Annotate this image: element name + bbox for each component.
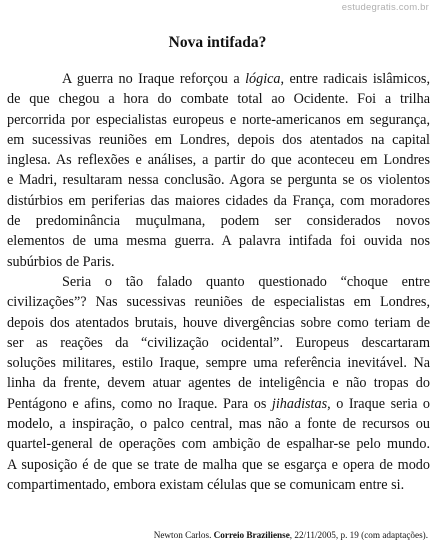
paragraph-1-line [7, 130, 430, 150]
italic-text: lógica [245, 71, 281, 87]
text-segment: subúrbios de Paris. [7, 253, 115, 270]
text-segment: percorrida por especialistas europeus e norte-americanos em segurança, [7, 111, 430, 128]
paragraph-1-line [7, 69, 430, 89]
article-body [7, 69, 430, 495]
text-segment: compartimentado, embora existam células que se comunicam entre si. [7, 476, 405, 493]
paragraph-2-line [7, 272, 430, 292]
paragraph-2-line [7, 434, 430, 454]
text-segment: , o Iraque seria o [327, 395, 430, 412]
italic-text: jihadistas [271, 395, 328, 412]
paragraph-1-line [7, 191, 430, 211]
text-segment: Pentágono e afins, como no Iraque. Para os [7, 395, 272, 412]
article-title: Nova intifada? [168, 34, 267, 51]
text-segment: A guerra no Iraque reforçou a [62, 71, 246, 87]
citation-details: , 22/11/2005, p. 19 (com adaptações). [289, 530, 428, 540]
paragraph-1-line [7, 150, 430, 170]
paragraph-2-line [7, 313, 430, 333]
paragraph-1-line [7, 89, 430, 109]
paragraph-2-line [7, 475, 430, 495]
paragraph-1-line [7, 252, 430, 272]
watermark: estudegratis.com.br [341, 2, 429, 13]
text-segment: depois dos atentados brutais, houve divergências sobre como teriam de [7, 314, 430, 331]
paragraph-2-line [7, 353, 430, 373]
citation-source: Correio Braziliense [213, 530, 290, 540]
paragraph-2-line [7, 373, 430, 393]
citation-author: Newton Carlos. [153, 530, 212, 540]
paragraph-2-line [7, 414, 430, 434]
text-segment: soluções militares, estilo Iraque, sempre uma referência inevitável. Na [7, 355, 430, 372]
paragraph-1-line [7, 231, 430, 251]
paragraph-2-line [7, 455, 430, 475]
text-segment: de predominância muçulmana, podem ser considerados novos [7, 213, 430, 230]
text-segment: civilizações”? Nas sucessivas reuniões de especialistas em Londres, [7, 294, 430, 311]
paragraph-1-line [7, 211, 430, 231]
text-segment: A suposição é de que se trate de malha que se esgarça e opera de modo [7, 456, 430, 473]
text-segment: , entre radicais islâmicos, [280, 71, 430, 87]
text-segment: elementos de uma mesma guerra. A palavra intifada foi ouvida nos [7, 233, 430, 250]
text-segment: distúrbios em periferias das maiores cidades da França, com moradores [7, 192, 430, 209]
citation [154, 530, 428, 540]
text-segment: e Madri, resultaram nessa conclusão. Agora se pergunta se os violentos [7, 172, 430, 189]
text-segment: de que chegou a hora do combate total ao Ocidente. Foi a trilha [7, 91, 430, 108]
text-segment: linha da frente, devem atuar agentes de inteligência e não tropas do [7, 375, 430, 392]
text-segment: Seria o tão falado quanto questionado “choque entre [62, 273, 430, 290]
paragraph-2-line [7, 292, 430, 312]
paragraph-1-line [7, 110, 430, 130]
paragraph-1-line [7, 170, 430, 190]
text-segment: quartel-general de operações com ambição de espalhar-se pelo mundo. [7, 436, 430, 453]
text-segment: modelo, a inspiração, o palco central, mas não a fonte de recursos ou [7, 416, 430, 433]
text-segment: em sucessivas reuniões em Londres, depois dos atentados na capital [7, 131, 430, 148]
text-segment: inglesa. As reflexões e análises, a partir do que aconteceu em Londres [7, 152, 430, 169]
paragraph-2-line [7, 333, 430, 353]
text-segment: ser as reações da “civilização ocidental”. Europeus descartaram [7, 334, 430, 351]
paragraph-2-line [7, 394, 430, 414]
